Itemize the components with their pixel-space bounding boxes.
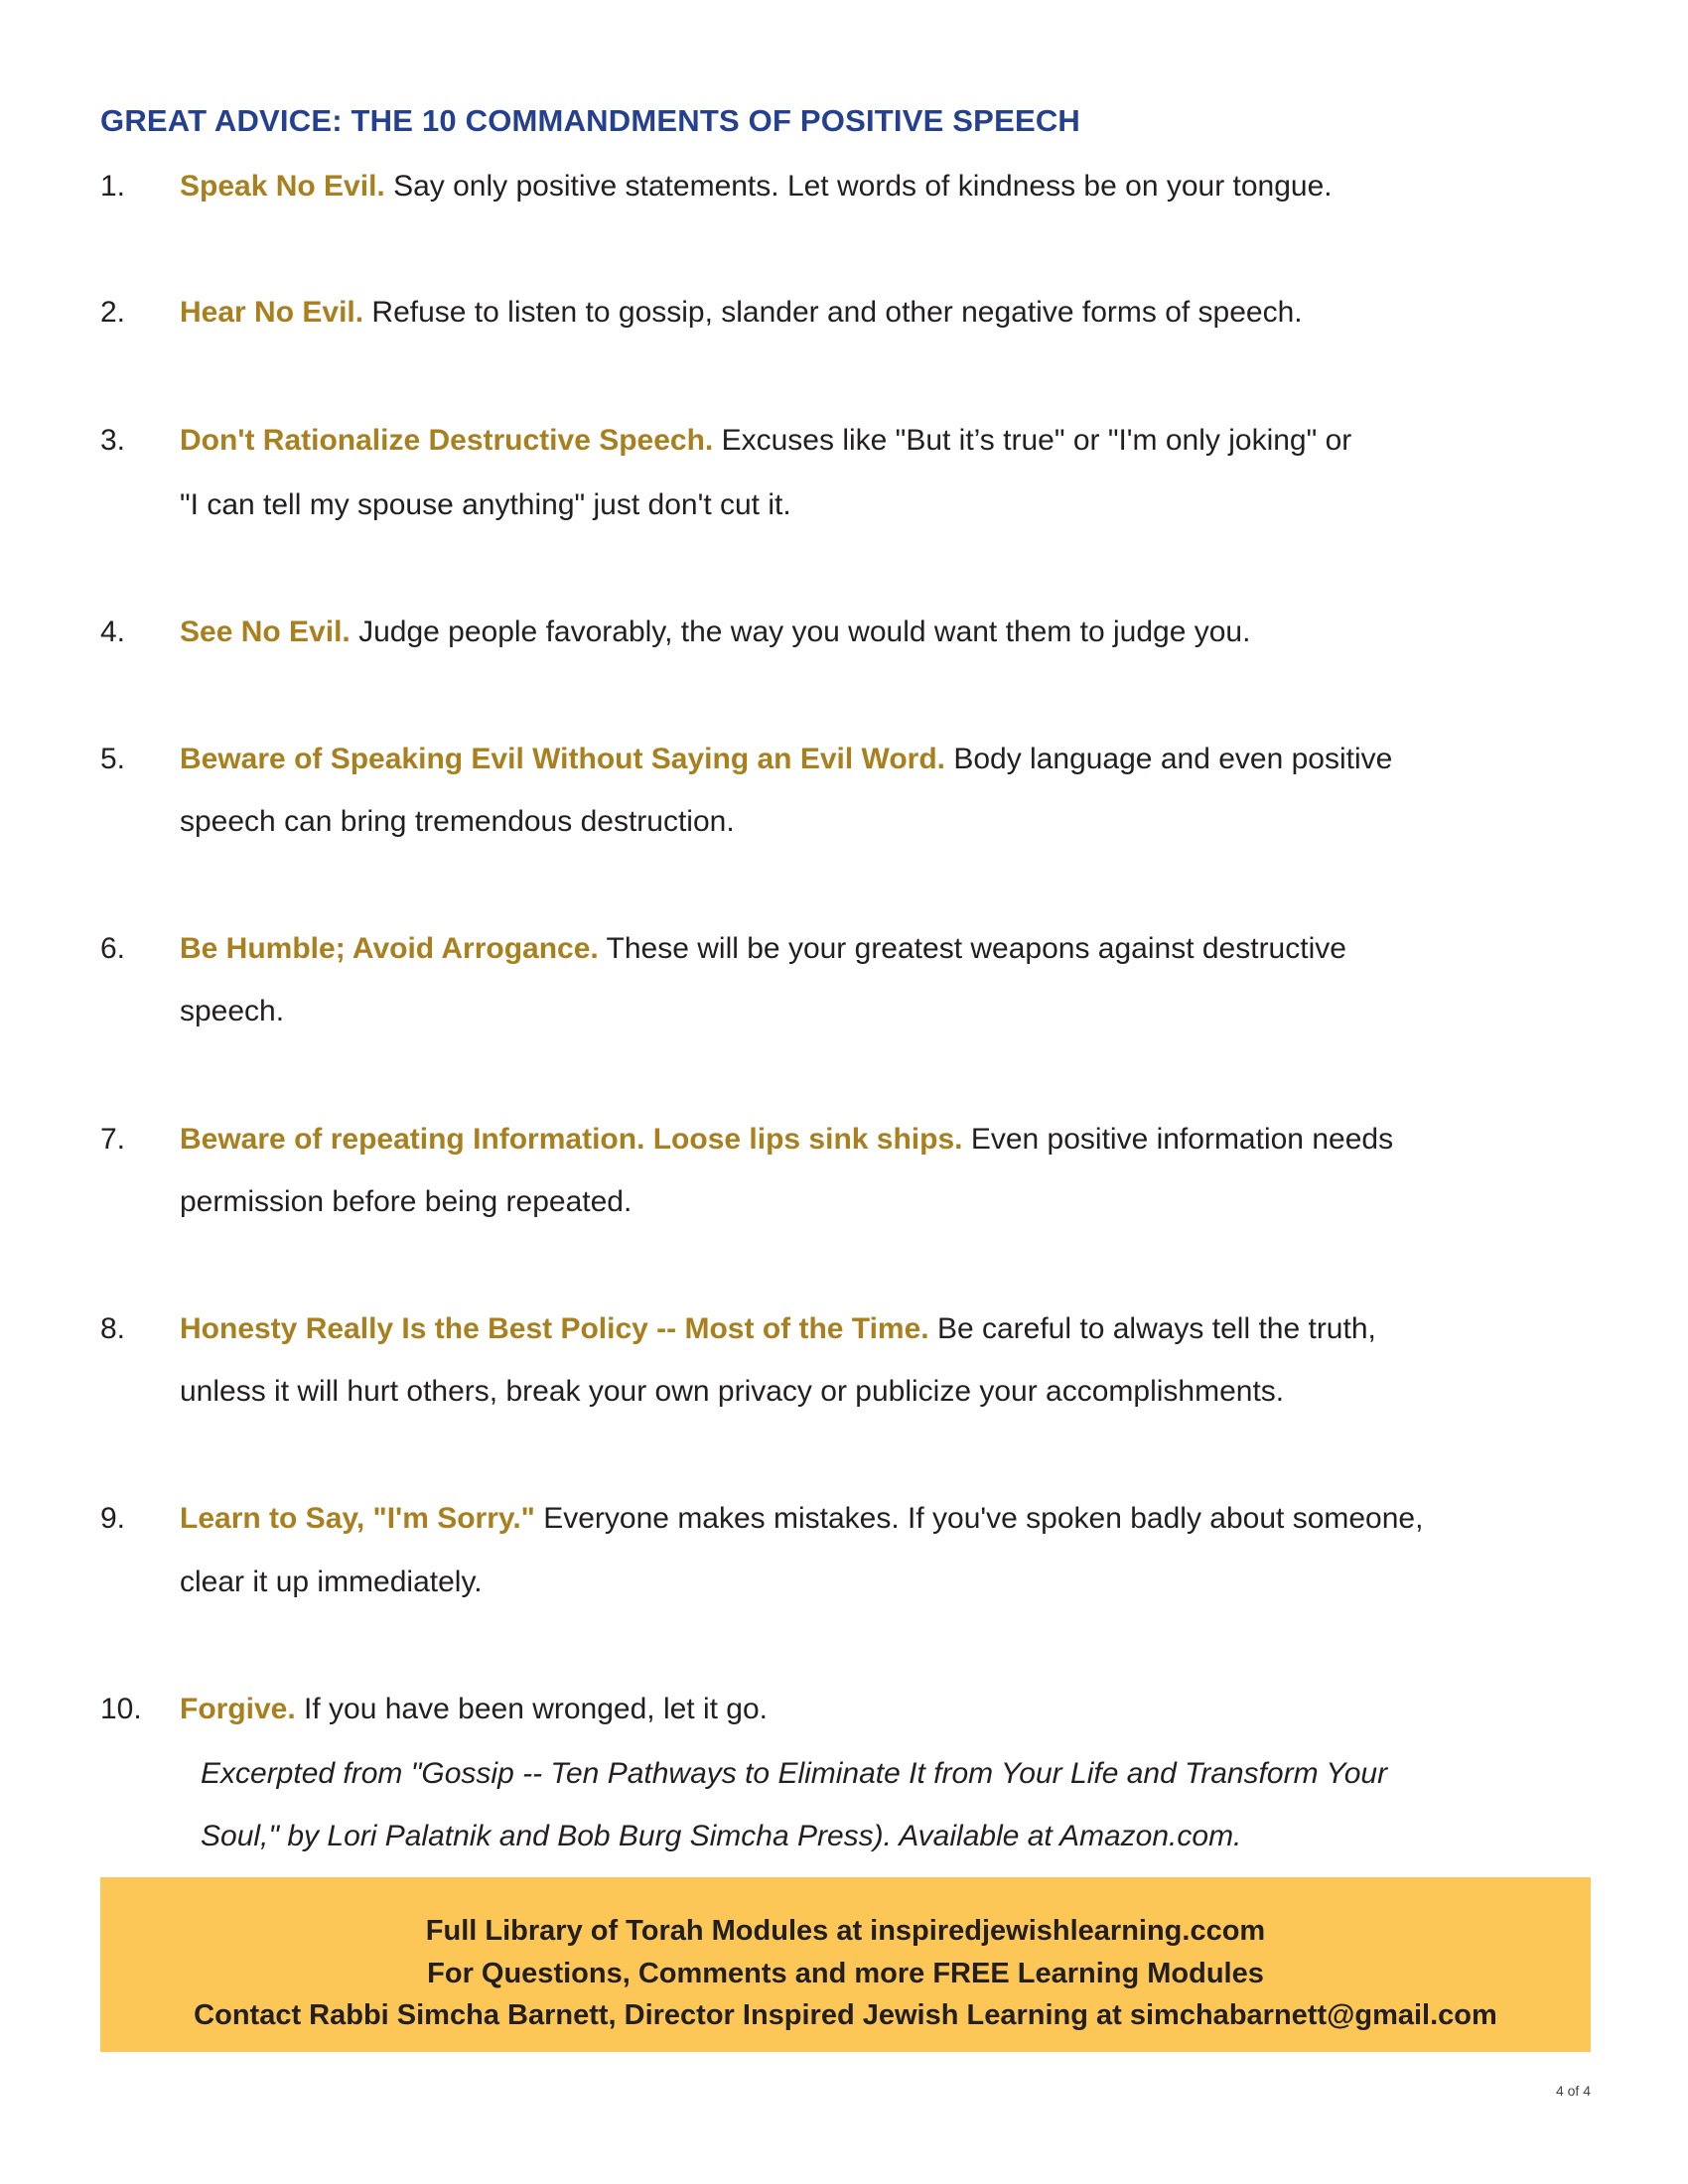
item-line	[180, 614, 1250, 650]
item-line	[180, 1184, 632, 1220]
item-line	[180, 742, 1392, 777]
item-heading: Honesty Really Is the Best Policy -- Most of the Time.	[180, 1312, 929, 1345]
item-number: 6.	[100, 932, 126, 965]
item-text: unless it will hurt others, break your own privacy or publicize your accomplishments.	[180, 1375, 1285, 1408]
item-text: "I can tell my spouse anything" just don't cut it.	[180, 488, 791, 521]
item-line	[180, 804, 735, 840]
page-title: GREAT ADVICE: THE 10 COMMANDMENTS OF POSITIVE SPEECH	[100, 103, 1080, 138]
item-line	[180, 1122, 1393, 1158]
item-text: clear it up immediately.	[180, 1566, 483, 1598]
item-line	[180, 1501, 1423, 1537]
item-heading: Learn to Say, "I'm Sorry."	[180, 1502, 535, 1535]
item-text: These will be your greatest weapons against destructive	[598, 932, 1346, 965]
item-text: Everyone makes mistakes. If you've spoken badly about someone,	[534, 1502, 1424, 1535]
item-line	[180, 1692, 768, 1727]
item-number: 8.	[100, 1312, 126, 1345]
item-heading: Beware of Speaking Evil Without Saying an Evil Word.	[180, 743, 945, 775]
item-number: 7.	[100, 1123, 126, 1156]
item-number: 9.	[100, 1502, 126, 1535]
item-line	[180, 169, 1333, 205]
item-heading: Forgive.	[180, 1693, 296, 1725]
item-text: Judge people favorably, the way you would want them to judge you.	[350, 615, 1251, 648]
item-text: speech.	[180, 995, 285, 1027]
item-text: Even positive information needs	[962, 1123, 1394, 1156]
banner-library-line: Full Library of Torah Modules at inspiredjewishlearning.ccom	[425, 1915, 1266, 1947]
page-number: 4 of 4	[1555, 2083, 1591, 2099]
item-text: Body language and even positive	[944, 743, 1393, 775]
item-line	[180, 423, 1351, 459]
item-line	[180, 295, 1303, 331]
item-number: 2.	[100, 296, 126, 329]
item-line	[180, 931, 1346, 967]
item-text: Excuses like "But it’s true" or "I'm only joking" or	[713, 424, 1352, 457]
banner-contact-line: Contact Rabbi Simcha Barnett, Director Inspired Jewish Learning at simchabarnett@gmail.com	[194, 1999, 1497, 2031]
item-number: 5.	[100, 743, 126, 775]
item-number: 3.	[100, 424, 126, 457]
item-text: speech can bring tremendous destruction.	[180, 805, 735, 838]
item-text: Be careful to always tell the truth,	[928, 1312, 1376, 1345]
citation-line: Excerpted from "Gossip -- Ten Pathways to Eliminate It from Your Life and Transform Your	[201, 1757, 1388, 1790]
item-line	[180, 1374, 1284, 1410]
item-line	[180, 487, 791, 523]
item-line	[180, 1565, 483, 1600]
citation-line: Soul," by Lori Palatnik and Bob Burg Simcha Press). Available at Amazon.com.	[201, 1820, 1242, 1852]
item-heading: Beware of repeating Information. Loose lips sink ships.	[180, 1123, 963, 1156]
item-heading: Don't Rationalize Destructive Speech.	[180, 424, 714, 457]
item-line	[180, 994, 284, 1029]
item-text: If you have been wronged, let it go.	[295, 1693, 769, 1725]
item-heading: See No Evil.	[180, 615, 351, 648]
banner-questions-line: For Questions, Comments and more FREE Learning Modules	[427, 1958, 1264, 1989]
item-line	[180, 1311, 1376, 1347]
item-text: permission before being repeated.	[180, 1185, 633, 1218]
item-number: 4.	[100, 615, 126, 648]
item-heading: Speak No Evil.	[180, 170, 385, 203]
item-number: 1.	[100, 170, 126, 203]
contact-banner	[100, 1877, 1591, 2052]
item-heading: Be Humble; Avoid Arrogance.	[180, 932, 599, 965]
item-heading: Hear No Evil.	[180, 296, 364, 329]
item-text: Say only positive statements. Let words of kindness be on your tongue.	[384, 170, 1333, 203]
item-number: 10.	[100, 1693, 142, 1725]
item-text: Refuse to listen to gossip, slander and other negative forms of speech.	[363, 296, 1303, 329]
